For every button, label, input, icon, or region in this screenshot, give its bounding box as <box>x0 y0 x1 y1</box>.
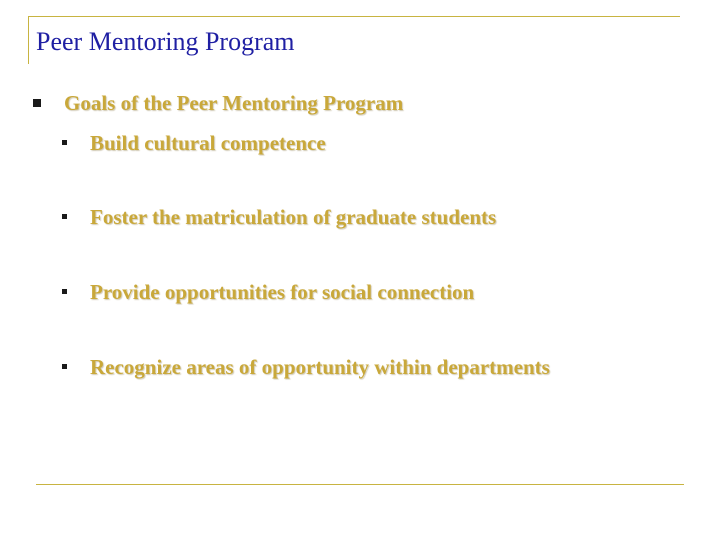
bottom-rule <box>36 484 684 485</box>
sub-bullet-text: Provide opportunities for social connection <box>90 280 475 304</box>
sub-bullet-marker-icon <box>62 364 67 369</box>
title-left-rule <box>28 16 29 64</box>
sub-bullet-marker-icon <box>62 214 67 219</box>
sub-bullet-marker-icon <box>62 140 67 145</box>
title-top-rule <box>28 16 680 17</box>
main-bullet-marker-icon <box>33 99 41 107</box>
sub-bullet-text: Foster the matriculation of graduate students <box>90 205 497 229</box>
main-bullet-text: Goals of the Peer Mentoring Program <box>64 91 404 115</box>
sub-bullet-marker-icon <box>62 289 67 294</box>
sub-bullet-text: Build cultural competence <box>90 131 326 155</box>
sub-bullet-text: Recognize areas of opportunity within departments <box>90 355 550 379</box>
slide-title: Peer Mentoring Program <box>36 27 295 56</box>
